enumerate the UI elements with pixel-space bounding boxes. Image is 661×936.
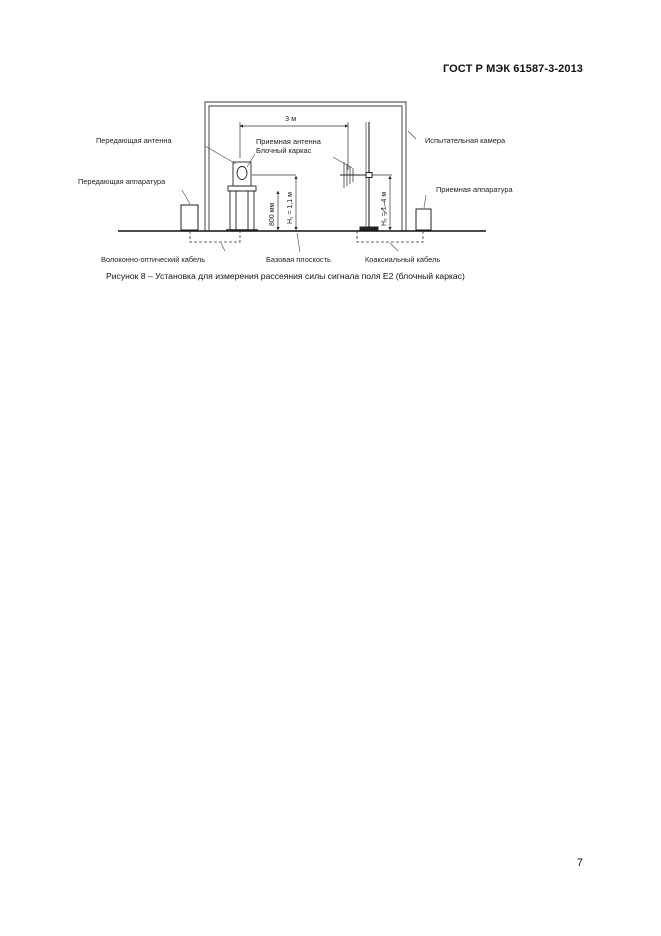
fiber-cable-label: Волоконно-оптический кабель	[101, 255, 206, 264]
caption-label: Рисунок 8	[106, 271, 146, 281]
caption-text: – Установка для измерения рассеяния силы сигнала поля Е2 (блочный каркас)	[145, 271, 465, 281]
figure-caption	[106, 271, 465, 281]
receiving-antenna-label: Приемная антенна	[256, 137, 321, 146]
page-number: 7	[576, 857, 583, 869]
measurement-setup-diagram	[0, 0, 661, 300]
block-frame-label: Блочный каркас	[256, 146, 312, 155]
test-chamber-outline	[205, 102, 406, 231]
height-h2-label: H₂ = 1–4 м	[381, 191, 388, 226]
test-chamber-label: Испытательная камера	[425, 136, 506, 145]
transmitting-antenna-label: Передающая антенна	[96, 136, 172, 145]
height-800-label: 800 мм	[269, 202, 276, 226]
coax-cable-label: Коаксиальный кабель	[365, 255, 441, 264]
receiving-equipment-box	[416, 209, 431, 230]
document-header: ГОСТ Р МЭК 61587-3-2013	[442, 63, 583, 75]
receiving-equipment-label: Приемная аппаратура	[436, 185, 513, 194]
receiving-antenna-mast	[340, 122, 378, 230]
transmitting-equipment-label: Передающая аппаратура	[78, 177, 166, 186]
transmitting-equipment-box	[181, 205, 198, 230]
ground-plane-label: Базовая плоскость	[266, 255, 331, 264]
cable-dashed-lines	[190, 231, 423, 242]
height-h1-label: H₁ = 1,1 м	[287, 192, 294, 224]
distance-label: 3 м	[285, 114, 297, 123]
block-frame-stand	[226, 162, 258, 230]
